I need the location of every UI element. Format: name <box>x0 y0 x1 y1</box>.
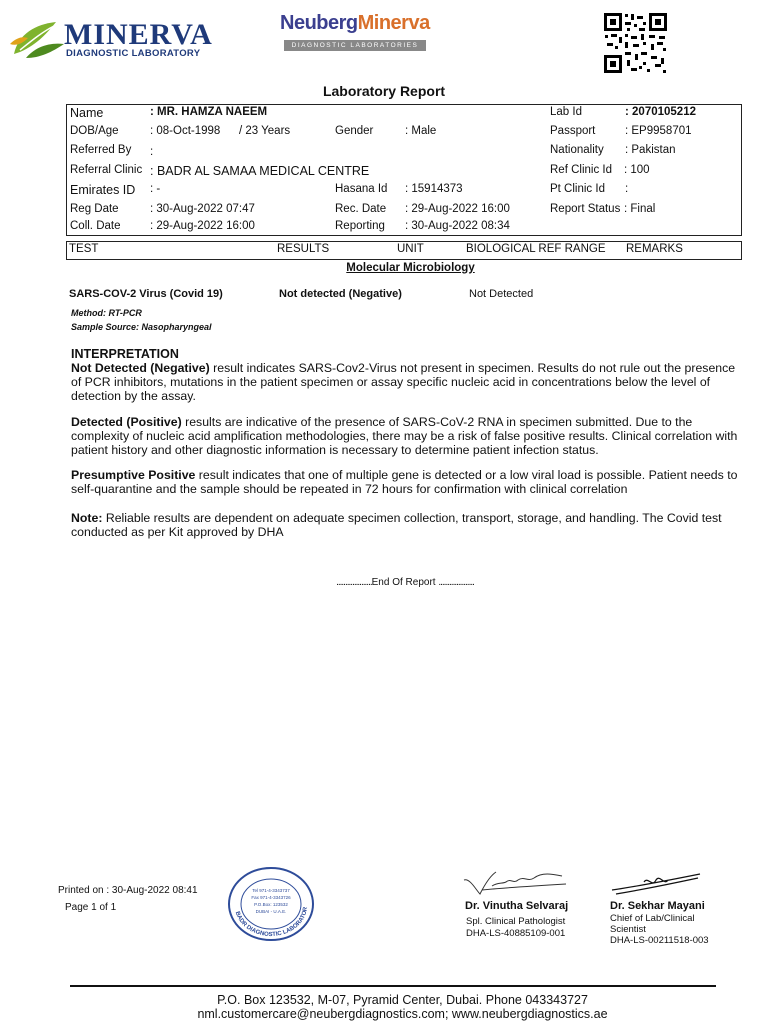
negative-term: Not Detected (Negative) <box>71 361 210 375</box>
nationality-label: Nationality <box>550 144 604 156</box>
stamp-po: P.O.Box: 123532 <box>254 902 288 907</box>
reporting-label: Reporting <box>335 220 385 232</box>
nationality-value: : Pakistan <box>625 144 676 156</box>
dob-value: : 08-Oct-1998 <box>150 125 221 137</box>
minerva-logo <box>8 14 213 62</box>
referral-clinic-value: : BADR AL SAMAA MEDICAL CENTRE <box>150 164 370 178</box>
pt-clinic-value: : <box>625 183 629 195</box>
presumptive-term: Presumptive Positive <box>71 468 196 482</box>
lab-id-value: : 2070105212 <box>625 106 696 118</box>
patient-info-box <box>66 104 742 236</box>
minerva-word: Minerva <box>357 12 430 34</box>
interpretation-negative <box>71 361 739 403</box>
coll-date-label: Coll. Date <box>70 220 121 232</box>
gender-label: Gender <box>335 125 374 137</box>
referral-clinic-label: Referral Clinic <box>70 164 143 176</box>
ref-clinic-value: : 100 <box>624 164 650 176</box>
result-source: Sample Source: Nasopharyngeal <box>71 322 212 332</box>
leaf-icon <box>8 14 68 62</box>
signature-icon <box>462 868 568 898</box>
age-value: / 23 Years <box>239 125 291 137</box>
signatory-1-title: Spl. Clinical Pathologist <box>466 916 566 927</box>
signatory-1-name: Dr. Vinutha Selvaraj <box>465 900 569 912</box>
stamp-tel: Tel 971-4-3343737 <box>252 888 290 893</box>
page-number: Page 1 of 1 <box>65 902 117 913</box>
pt-clinic-label: Pt Clinic Id <box>550 183 605 195</box>
stamp-ring-text: BADR DIAGNOSTIC LABORATOR <box>233 906 310 939</box>
result-method: Method: RT-PCR <box>71 308 142 318</box>
ref-clinic-label: Ref Clinic Id <box>550 164 612 176</box>
result-test-name: SARS-COV-2 Virus (Covid 19) <box>69 288 223 300</box>
interpretation-note <box>71 511 739 539</box>
qr-code <box>603 12 668 74</box>
col-ref-range: BIOLOGICAL REF RANGE <box>466 243 606 255</box>
rec-date-value: : 29-Aug-2022 16:00 <box>405 203 510 215</box>
signatory-2-name: Dr. Sekhar Mayani <box>610 900 705 912</box>
gender-value: : Male <box>405 125 437 137</box>
stamp-icon <box>227 866 315 942</box>
signature-icon <box>610 870 702 896</box>
hasana-value: : 15914373 <box>405 183 463 195</box>
neuberg-minerva-logo <box>280 12 430 56</box>
reg-date-value: : 30-Aug-2022 07:47 <box>150 203 255 215</box>
report-status-label: Report Status <box>550 203 621 215</box>
stamp-fax: Fax 971-4-3343726 <box>251 895 291 900</box>
reporting-value: : 30-Aug-2022 08:34 <box>405 220 510 232</box>
minerva-tagline: DIAGNOSTIC LABORATORY <box>66 48 201 59</box>
interpretation-presumptive <box>71 468 739 496</box>
note-text: Reliable results are dependent on adequate specimen collection, transport, storage, and handling. The Covid test conducted as per Kit approved by DHA <box>71 511 722 539</box>
positive-text: results are indicative of the presence of SARS-CoV-2 RNA in specimen submitted. Due to the complexity of nucleic acid amplification methodologies, there may be a risk of false positive results. Clinical correlation with patient history and other diagnostic information is necessary to determine patient infection status. <box>71 415 738 457</box>
signature-selvaraj <box>462 868 568 898</box>
hasana-label: Hasana Id <box>335 183 388 195</box>
lab-stamp <box>227 866 315 942</box>
minerva-wordmark: MINERVA <box>64 18 213 51</box>
printed-on: Printed on : 30-Aug-2022 08:41 <box>58 885 198 896</box>
signatory-1-license: DHA-LS-40885109-001 <box>466 928 566 939</box>
section-title: Molecular Microbiology <box>346 262 475 274</box>
stamp-city: DUBAI - U.A.E. <box>255 909 287 914</box>
footer-address: P.O. Box 123532, M-07, Pyramid Center, Dubai. Phone 043343727 <box>217 993 588 1007</box>
col-test: TEST <box>69 243 99 255</box>
neuberg-word: Neuberg <box>280 12 358 34</box>
result-value: Not detected (Negative) <box>279 288 402 300</box>
signatory-2-title-line2: Scientist <box>610 924 646 935</box>
positive-term: Detected (Positive) <box>71 415 182 429</box>
dob-label: DOB/Age <box>70 125 119 137</box>
negative-text: result indicates SARS-Cov2-Virus not present in specimen. Results do not rule out the presence of PCR inhibitors, mutations in the patient specimen or assay specific nucleic acid in concentrations below the level of detection by the assay. <box>71 361 736 403</box>
rec-date-label: Rec. Date <box>335 203 387 215</box>
end-of-report-text: End Of Report <box>371 577 436 588</box>
report-status-value: : Final <box>624 203 656 215</box>
reg-date-label: Reg Date <box>70 203 119 215</box>
interpretation-positive <box>71 415 739 457</box>
col-unit: UNIT <box>397 243 424 255</box>
qr-code-icon <box>603 12 668 74</box>
name-label: Name <box>70 106 104 120</box>
interpretation-heading: INTERPRETATION <box>71 347 179 361</box>
referred-by-value: : <box>150 146 154 158</box>
results-table-header <box>66 241 742 260</box>
presumptive-text: result indicates that one of multiple gene is detected or a low viral load is possible. Patient needs to self-quarantine and the sample should be repeated in 72 hours for confirmation with clinical correlation <box>71 468 738 496</box>
signature-mayani <box>610 870 702 896</box>
emirates-id-value: : - <box>150 183 161 195</box>
report-title: Laboratory Report <box>322 83 446 99</box>
referred-by-label: Referred By <box>70 144 132 156</box>
result-ref-range: Not Detected <box>469 288 534 300</box>
emirates-id-label: Emirates ID <box>70 183 136 197</box>
passport-label: Passport <box>550 125 596 137</box>
lab-id-label: Lab Id <box>550 106 582 118</box>
col-remarks: REMARKS <box>626 243 683 255</box>
note-term: Note: <box>71 511 103 525</box>
name-value: : MR. HAMZA NAEEM <box>150 106 268 118</box>
footer-contact: nml.customercare@neubergdiagnostics.com; www.neubergdiagnostics.ae <box>197 1007 608 1021</box>
coll-date-value: : 29-Aug-2022 16:00 <box>150 220 255 232</box>
end-of-report: ....................End Of Report .................... <box>336 577 474 588</box>
signatory-2-license: DHA-LS-00211518-003 <box>610 935 709 946</box>
passport-value: : EP9958701 <box>625 125 692 137</box>
footer-divider <box>70 985 716 987</box>
col-results: RESULTS <box>277 243 330 255</box>
signatory-2-title-line1: Chief of Lab/Clinical <box>610 913 695 924</box>
neuberg-tagline: DIAGNOSTIC LABORATORIES <box>284 40 426 51</box>
